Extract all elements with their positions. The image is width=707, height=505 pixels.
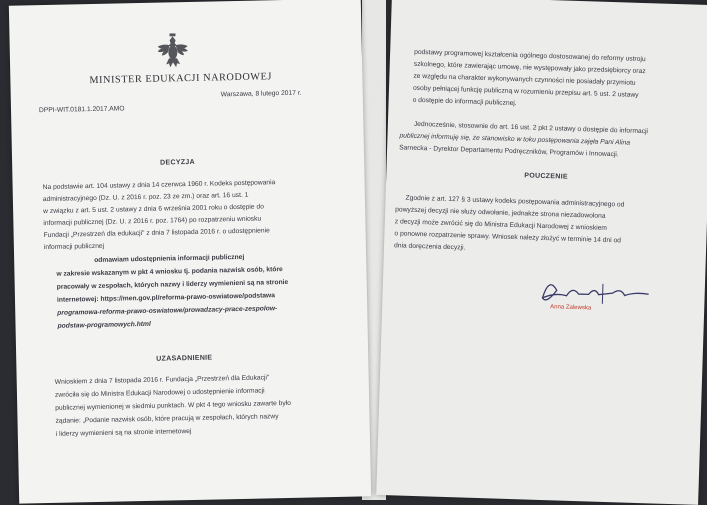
decision-bold-link[interactable]: programowa-reforma-prawo-oswiatowe/prowadzacy-prace-zespolow-: [57, 305, 278, 317]
decision-bold-link[interactable]: internetowej: https://men.gov.pl/reforma-prawo-oswiatowe/podstawa: [56, 292, 276, 304]
body-line: w związku z art. 5 ust. 2 ustawy z dnia 6 września 2001 roku o dostępie do: [43, 203, 264, 216]
notice-heading: POUCZENIE: [524, 172, 568, 181]
notice-line: o ponowne rozpatrzenie sprawy. Wniosek należy złożyć w terminie 14 dni od: [394, 230, 622, 245]
body-line: Na podstawie art. 104 ustawy z dnia 14 czerwca 1960 r. Kodeks postępowania: [42, 179, 276, 192]
notice-line: z decyzji może zwrócić się do Ministra Edukacji Narodowej z wnioskiem: [394, 218, 608, 232]
signature-name: Anna Zalewska: [550, 304, 592, 312]
justification-line: żądanie: „Podanie nazwisk osób, które pracują w zespołach, których nazwy: [55, 413, 279, 425]
decision-page-right: [376, 0, 707, 505]
body-line: informacji publicznej (Dz. U. z 2016 r. poz. 1764) po rozpatrzeniu wniosku: [43, 215, 262, 228]
body-line: administracyjnego (Dz. U. z 2016 r. poz. 23 ze zm.) oraz art. 16 ust. 1: [42, 191, 249, 204]
body-line: informacji publicznej: [43, 242, 105, 252]
decision-page-left: [9, 0, 371, 504]
decision-bold-line: pracowały w zespołach, których nazwy i liderzy wymienieni są na stronie: [56, 278, 289, 291]
decision-bold-line: odmawiam udostępnienia informacji publicznej: [94, 253, 245, 265]
body-line: szkolnego, które zawierając umowę, nie występowały jako przedsiębiorcy oraz: [413, 60, 646, 76]
justification-line: publicznej wymienionej w siedmiu punktach. W pkt 4 tego wniosku zawarte było: [55, 399, 291, 412]
body-line: osoby pełniącej funkcję publiczną w rozumieniu przepisu art. 5 ust. 2 ustawy: [412, 84, 639, 99]
notice-line: Zgodnie z art. 127 § 3 ustawy kodeks postępowania administracyjnego od: [405, 194, 625, 209]
date-place: Warszawa, 8 lutego 2017 r.: [220, 89, 302, 99]
body-line: publicznej informuję się, że stanowisko w toku postępowania zajęła Pani Alina: [399, 132, 631, 147]
body-line: ze względu na charakter wykonywanych czynności nie posiadały przymiotu: [413, 72, 636, 87]
justification-line: i liderzy wymienieni są na stronie internetowej: [55, 428, 192, 438]
reference-number: DPPI-WIT.0181.1.2017.AMO: [38, 105, 125, 115]
body-line: Jednocześnie, stosownie do art. 16 ust. 2 pkt 2 ustawy o dostępie do informacji: [413, 120, 649, 136]
ministry-title: MINISTER EDUKACJI NARODOWEJ: [89, 71, 273, 87]
body-line: Sarnecka - Dyrektor Departamentu Podręczników, Programów i Innowacji.: [399, 144, 619, 159]
decision-bold-link[interactable]: podstaw-programowych.html: [57, 320, 151, 330]
notice-line: powyższej decyzji nie służy odwołanie, jednakże strona niezadowolona: [395, 206, 606, 220]
decision-bold-line: w zakresie wskazanym w pkt 4 wniosku tj. podania nazwisk osób, które: [56, 266, 283, 278]
notice-line: dnia doręczenia decyzji.: [393, 242, 466, 252]
body-line: podstawy programowej kształcenia ogólnego dostosowanej do reformy ustroju: [414, 48, 646, 64]
eagle-emblem-icon: [155, 33, 190, 70]
justification-line: Wnioskiem z dnia 7 listopada 2016 r. Fundacja „Przestrzeń dla Edukacji": [54, 374, 270, 386]
justification-heading: UZASADNIENIE: [156, 354, 213, 363]
body-line: Fundacji „Przestrzeń dla edukacji" z dnia 7 listopada 2016 r. o udostępnienie: [43, 227, 270, 240]
justification-line: zwróciła się do Ministra Edukacji Narodowej o udostępnienie informacji: [54, 387, 265, 399]
body-line: o dostępie do informacji publicznej.: [412, 96, 517, 108]
decision-heading: DECYZJA: [160, 158, 195, 167]
